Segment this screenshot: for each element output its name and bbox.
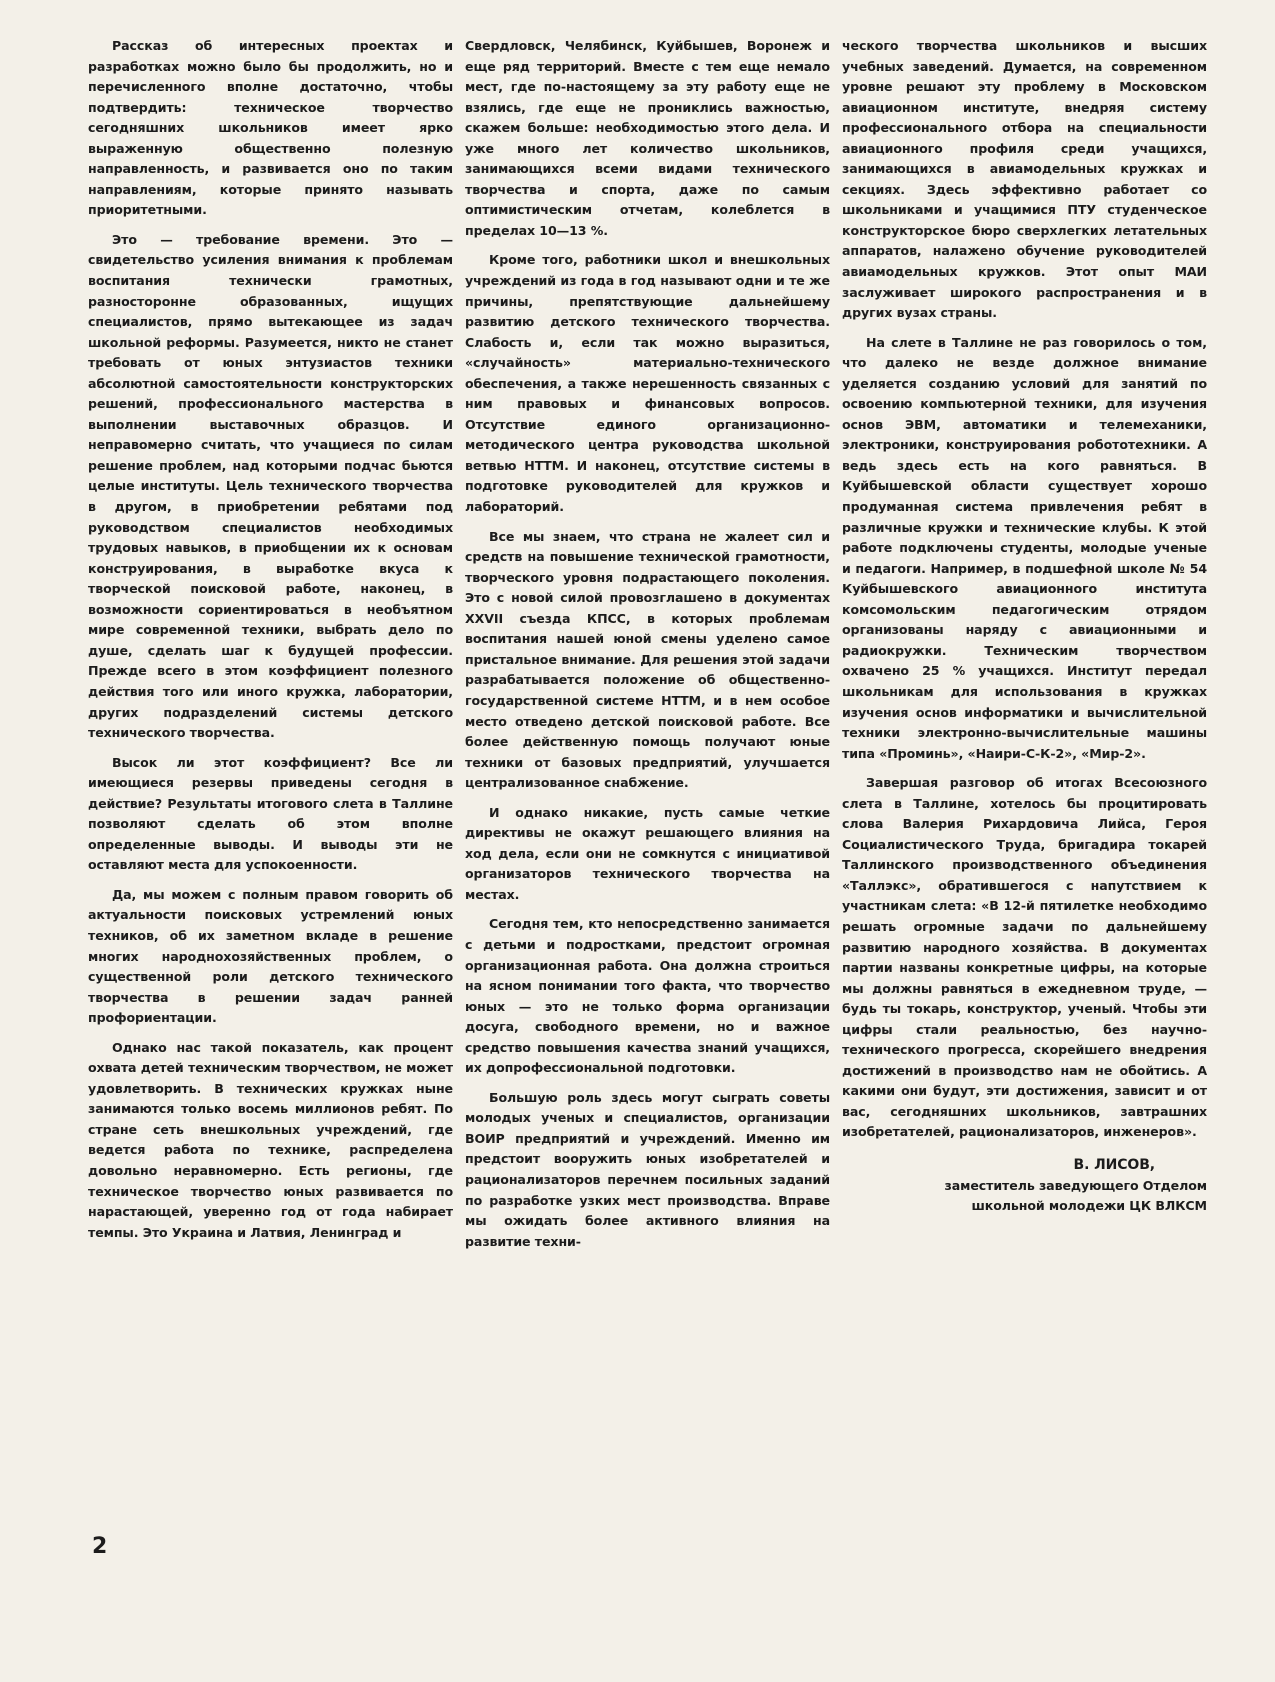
paragraph: Свердловск, Челябинск, Куйбышев, Воронеж и еще ряд территорий. Вместе с тем еще немало мест, где по-настоящему за эту работу еще не взялись, где еще не прониклись важностью, скажем больше: необходимостью этого дела. И уже много лет количество школьников, занимающихся всеми видами технического творчества и спорта, даже по самым оптимистическим отчетам, колеблется в пределах 10—13 %. xyxy=(465,38,830,238)
author-signature xyxy=(842,1155,1207,1217)
author-title-line-1: заместитель заведующего Отделом xyxy=(944,1177,1207,1193)
paragraph: Все мы знаем, что страна не жалеет сил и средств на повышение технической грамотности, творческого уровня подрастающего поколения. Это с новой силой провозглашено в документах XXVII съезда КПСС, в которых проблемам воспитания нашей юной смены уделено самое пристальное внимание. Для решения этой задачи разрабатывается положение об общественно-государственной системе НТТМ, и в нем особое место отведено детской поисковой работе. Все более действенную помощь получают юные техники от базовых предприятий, улучшается централизованное снабжение. xyxy=(465,528,830,791)
article-column-1 xyxy=(88,36,453,1252)
paragraph: Большую роль здесь могут сыграть советы молодых ученых и специалистов, организации ВОИР предприятий и учреждений. Именно им предстоит вооружить юных изобретателей и рационализаторов перечнем посильных заданий по разработке узких мест производства. Вправе мы ожидать более активного влияния на развитие техни- xyxy=(465,1089,830,1249)
paragraph: Сегодня тем, кто непосредственно занимается с детьми и подростками, предстоит огромная организационная работа. Она должна строиться на ясном понимании того факта, что творчество юных — это не только форма организации досуга, свободного времени, но и важное средство повышения качества знаний учащихся, их допрофессиональной подготовки. xyxy=(465,916,830,1076)
article-column-3 xyxy=(842,36,1207,1217)
paragraph: Рассказ об интересных проектах и разработках можно было бы продолжить, но и перечисленного вполне достаточно, чтобы подтвердить: техническое творчество сегодняшних школьников имеет ярко выраженную общественно полезную направленность, и развивается оно по таким направлениям, которые принято называть приоритетными. xyxy=(88,38,453,218)
paragraph: Завершая разговор об итогах Всесоюзного слета в Таллине, хотелось бы процитировать слова Валерия Рихардовича Лийса, Героя Социалистического Труда, бригадира токарей Таллинского производственного объединения «Таллэкс», обратившегося с напутствием к участникам слета: «В 12-й пятилетке необходимо решать огромные задачи по дальнейшему развитию народного хозяйства. В документах партии названы конкретные цифры, на которые мы должны равняться в ежедневном труде, — будь ты токарь, конструктор, ученый. Чтобы эти цифры стали реальностью, без научно-технического прогресса, скорейшего внедрения достижений в производство нам не обойтись. А какими они будут, эти достижения, зависит и от вас, сегодняшних школьников, завтрашних изобретателей, рационализаторов, инженеров». xyxy=(842,775,1207,1140)
author-title-line-2: школьной молодежи ЦК ВЛКСМ xyxy=(971,1198,1207,1214)
paragraph: На слете в Таллине не раз говорилось о том, что далеко не везде должное внимание уделяется созданию условий для занятий по освоению компьютерной техники, для изучения основ ЭВМ, автоматики и телемеханики, электроники, конструирования робототехники. А ведь здесь есть на кого равняться. В Куйбышевской области существует хорошо продуманная система привлечения ребят в различные кружки и технические клубы. К этой работе подключены студенты, молодые ученые и педагоги. Например, в подшефной школе № 54 Куйбышевского авиационного института комсомольским педагогическим отрядом организованы наряду с авиационными и радиокружки. Техническим творчеством охвачено 25 % учащихся. Институт передал школьникам для использования в кружках изучения основ информатики и вычислительной техники электронно-вычислительные машины типа «Проминь», «Наири-С-К-2», «Мир-2». xyxy=(842,334,1207,761)
paragraph: Это — требование времени. Это — свидетельство усиления внимания к проблемам воспитания технически грамотных, разносторонне образованных, ищущих специалистов, прямо вытекающее из задач школьной реформы. Разумеется, никто не станет требовать от юных энтузиастов техники абсолютной самостоятельности конструкторских решений, профессионального мастерства в выполнении выставочных образцов. И неправомерно считать, что учащиеся по силам решение проблем, над которыми подчас бьются целые институты. Цель технического творчества в другом, в приобретении ребятами под руководством специалистов необходимых трудовых навыков, в приобщении их к основам конструирования, в выработке вкуса к творческой поисковой работе, наконец, в возможности сориентироваться в необъятном мире современной техники, выбрать дело по душе, сделать шаг к будущей профессии. Прежде всего в этом коэффициент полезного действия того или иного кружка, лаборатории, других подразделений системы детского технического творчества. xyxy=(88,231,453,741)
article-column-2 xyxy=(465,36,830,1261)
page-number: 2 xyxy=(92,1534,108,1559)
paragraph: Кроме того, работники школ и внешкольных учреждений из года в год называют одни и те же причины, препятствующие дальнейшему развитию детского технического творчества. Слабость и, если так можно выразиться, «случайность» материально-технического обеспечения, а также нерешенность связанных с ним правовых и финансовых вопросов. Отсутствие единого организационно-методического центра руководства школьной ветвью НТТМ. И наконец, отсутствие системы в подготовке руководителей для кружков и лабораторий. xyxy=(465,252,830,515)
paragraph: ческого творчества школьников и высших учебных заведений. Думается, на современном уровне решают эту проблему в Московском авиационном институте, внедряя систему профессионального отбора на специальности авиационного профиля среди учащихся, занимающихся в авиамодельных кружках и секциях. Здесь эффективно работает со школьниками и учащимися ПТУ студенческое конструкторское бюро сверхлегких летательных аппаратов, налажено обучение руководителей авиамодельных кружков. Этот опыт МАИ заслуживает широкого распространения и в других вузах страны. xyxy=(842,38,1207,321)
author-name: В. ЛИСОВ, xyxy=(1073,1156,1155,1173)
paragraph: Да, мы можем с полным правом говорить об актуальности поисковых устремлений юных техников, об их заметном вкладе в решение многих народнохозяйственных проблем, о существенной роли детского технического творчества в решении задач ранней профориентации. xyxy=(88,886,453,1026)
paragraph: Однако нас такой показатель, как процент охвата детей техническим творчеством, не может удовлетворить. В технических кружках ныне занимаются только восемь миллионов ребят. По стране сеть внешкольных учреждений, где ведется работа по технике, распределена довольно неравномерно. Есть регионы, где техническое творчество юных развивается по нарастающей, уверенно год от года набирает темпы. Это Украина и Латвия, Ленинград и xyxy=(88,1039,453,1240)
paragraph: Высок ли этот коэффициент? Все ли имеющиеся резервы приведены сегодня в действие? Результаты итогового слета в Таллине позволяют сделать об этом вполне определенные выводы. И выводы эти не оставляют места для успокоенности. xyxy=(88,754,453,873)
paragraph: И однако никакие, пусть самые четкие директивы не окажут решающего влияния на ход дела, если они не сомкнутся с инициативой организаторов технического творчества на местах. xyxy=(465,804,830,902)
